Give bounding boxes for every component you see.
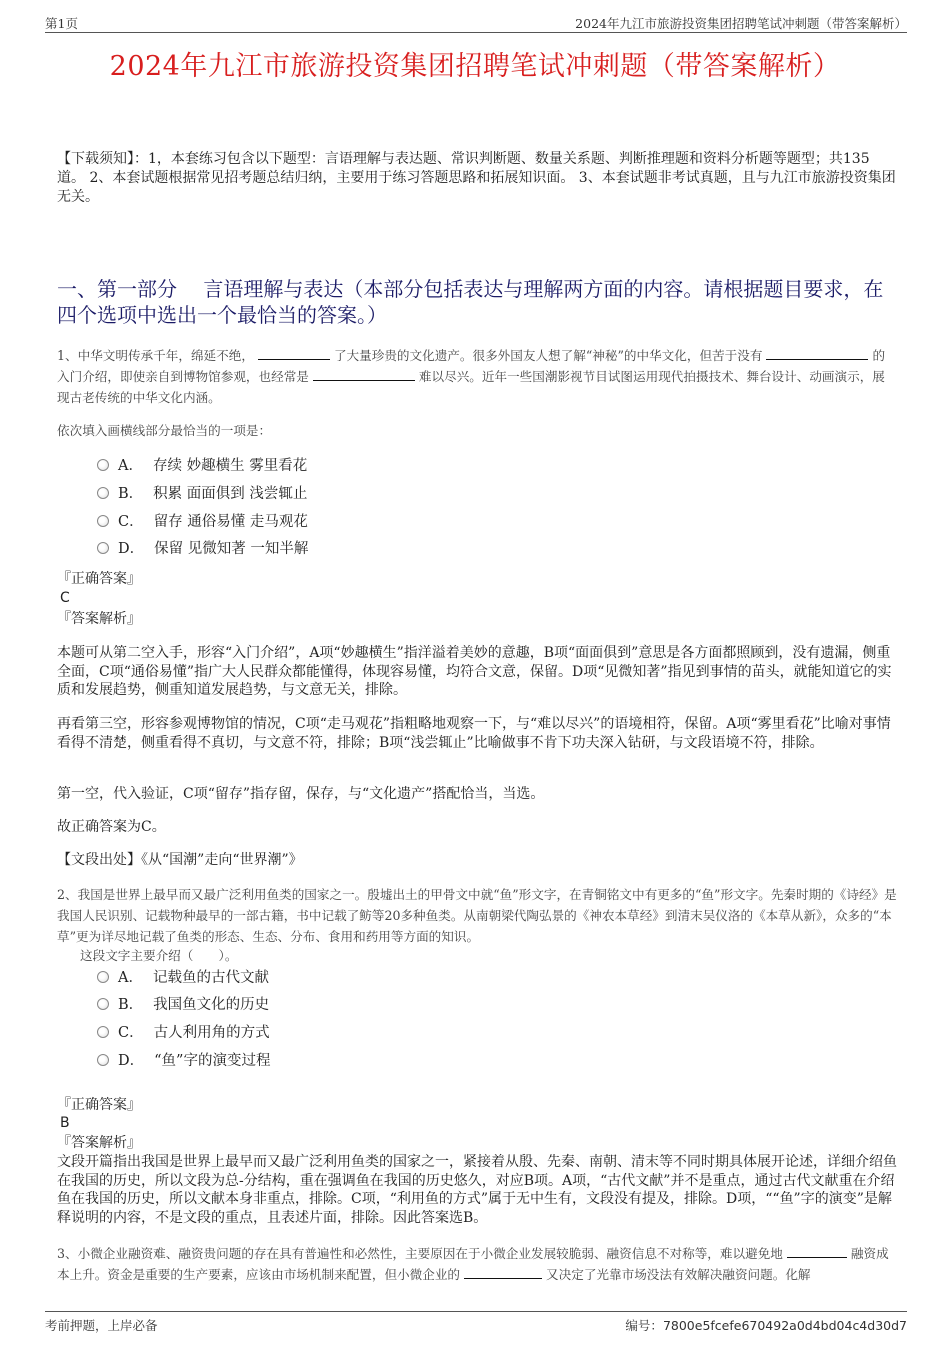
radio-icon[interactable] <box>97 971 109 983</box>
analysis-conclusion: 故正确答案为C。 <box>57 819 166 835</box>
fill-blank <box>464 1266 542 1279</box>
analysis-label: 『答案解析』 <box>57 611 141 627</box>
correct-answer-label: 『正确答案』 <box>57 571 141 587</box>
radio-icon[interactable] <box>97 487 109 499</box>
q1-option-b[interactable]: B． 积累 面面俱到 浅尝辄止 <box>97 484 307 504</box>
fill-blank <box>313 368 415 381</box>
q1-option-c[interactable]: C． 留存 通俗易懂 走马观花 <box>97 512 308 532</box>
page-header <box>45 14 907 33</box>
question-2-text: 2、我国是世界上最早而又最广泛利用鱼类的国家之一。殷墟出土的甲骨文中就“鱼”形文字，在青铜铭文中有更多的“鱼”形文字。先秦时期的《诗经》是我国人民识别、记载物种最早的一部古籍，书中记载了鲂等20多种鱼类。从南朝梁代陶弘景的《神农本草经》到清末吴仪洛的《本草从新》，众多的“本草”更为详尽地记载了鱼类的形态、生态、分布、食用和药用等方面的知识。 <box>57 887 897 944</box>
header-doc-title: 2024年九江市旅游投资集团招聘笔试冲刺题（带答案解析） <box>575 16 907 31</box>
radio-icon[interactable] <box>97 998 109 1010</box>
correct-answer-label: 『正确答案』 <box>57 1097 141 1113</box>
q1-option-a[interactable]: A． 存续 妙趣横生 雾里看花 <box>97 456 307 476</box>
q2-option-d[interactable]: D． “鱼”字的演变过程 <box>97 1051 270 1071</box>
fill-blank <box>787 1245 847 1258</box>
question-1-prompt: 依次填入画横线部分最恰当的一项是： <box>57 423 272 438</box>
section-heading: 一、第一部分 言语理解与表达（本部分包括表达与理解两方面的内容。请根据题目要求，在四个选项中选出一个最恰当的答案。） <box>57 277 884 327</box>
analysis-paragraph: 文段开篇指出我国是世界上最早而又最广泛利用鱼类的国家之一，紧接着从殷、先秦、南朝、清末等不同时期具体展开论述，详细介绍鱼在我国的历史，所以文段为总-分结构，重在强调鱼在我国的历史悠久，对应B项。A项，“古代文献”并不是重点，通过古代文献重在介绍鱼在我国的历史，所以文献本身非重点，排除。C项，“利用鱼的方式”属于无中生有，文段没有提及，排除。D项，““鱼”字的演变”是解释说明的内容，不是文段的重点，且表述片面，排除。因此答案选B。 <box>57 1154 897 1226</box>
analysis-paragraph: 第一空，代入验证，C项“留存”指存留，保存，与“文化遗产”搭配恰当，当选。 <box>57 786 545 802</box>
q2-option-a[interactable]: A． 记载鱼的古代文献 <box>97 968 269 988</box>
analysis-paragraph: 本题可从第二空入手，形容“入门介绍”，A项“妙趣横生”指洋溢着美妙的意趣，B项“面面俱到”意思是各方面都照顾到，没有遗漏，侧重全面，C项“通俗易懂”指广大人民群众都能懂得，体现容易懂，均符合文意，保留。D项“见微知著”指见到事情的苗头，就能知道它的实质和发展趋势，侧重知道发展趋势，与文意无关，排除。 <box>57 645 892 698</box>
page-footer <box>45 1311 907 1332</box>
fill-blank <box>766 347 868 360</box>
radio-icon[interactable] <box>97 1026 109 1038</box>
source-note: 【文段出处】《从“国潮”走向“世界潮”》 <box>57 852 303 868</box>
q2-option-b[interactable]: B． 我国鱼文化的历史 <box>97 995 269 1015</box>
radio-icon[interactable] <box>97 542 109 554</box>
correct-answer-value: C <box>60 590 70 606</box>
radio-icon[interactable] <box>97 459 109 471</box>
download-notice: 【下载须知】：1，本套练习包含以下题型：言语理解与表达题、常识判断题、数量关系题、判断推理题和资料分析题等题型；共135道。 2、本套试题根据常见招考题总结归纳，主要用于练习答题思路和拓展知识面。 3、本套试题非考试真题，且与九江市旅游投资集团无关。 <box>57 151 896 205</box>
analysis-paragraph: 再看第三空，形容参观博物馆的情况，C项“走马观花”指粗略地观察一下，与“难以尽兴”的语境相符，保留。A项“雾里看花”比喻对事情看得不清楚，侧重看得不真切，与文意不符，排除；B项“浅尝辄止”比喻做事不肯下功夫深入钻研，与文段语境不符，排除。 <box>57 716 891 751</box>
page-number: 第1页 <box>45 16 78 31</box>
fill-blank <box>258 347 330 360</box>
correct-answer-value: B <box>60 1115 70 1131</box>
question-1-text: 1、中华文明传承千年，绵延不绝， 了大量珍贵的文化遗产。很多外国友人想了解“神秘”的中华文化，但苦于没有 的入门介绍，即使亲自到博物馆参观，也经常是 难以尽兴。近年一些国潮影视节目试图运用现代拍摄技术、舞台设计、动画演示，展现古老传统的中华文化内涵。 <box>57 348 886 405</box>
q2-option-c[interactable]: C． 古人利用角的方式 <box>97 1023 270 1043</box>
radio-icon[interactable] <box>97 515 109 527</box>
footer-slogan: 考前押题，上岸必备 <box>45 1318 158 1333</box>
analysis-label: 『答案解析』 <box>57 1135 141 1151</box>
question-3-text: 3、小微企业融资难、融资贵问题的存在具有普遍性和必然性，主要原因在于小微企业发展较脆弱、融资信息不对称等，难以避免地 融资成本上升。资金是重要的生产要素，应该由市场机制来配置，但小微企业的 又决定了光靠市场没法有效解决融资问题。化解 <box>57 1246 889 1282</box>
document-code: 编号：7800e5fcefe670492a0d4bd04c4d30d7 <box>625 1318 907 1333</box>
q1-option-d[interactable]: D． 保留 见微知著 一知半解 <box>97 539 308 559</box>
question-2-prompt: 这段文字主要介绍（ ）。 <box>80 948 238 963</box>
page-title: 2024年九江市旅游投资集团招聘笔试冲刺题（带答案解析） <box>109 51 841 82</box>
radio-icon[interactable] <box>97 1054 109 1066</box>
